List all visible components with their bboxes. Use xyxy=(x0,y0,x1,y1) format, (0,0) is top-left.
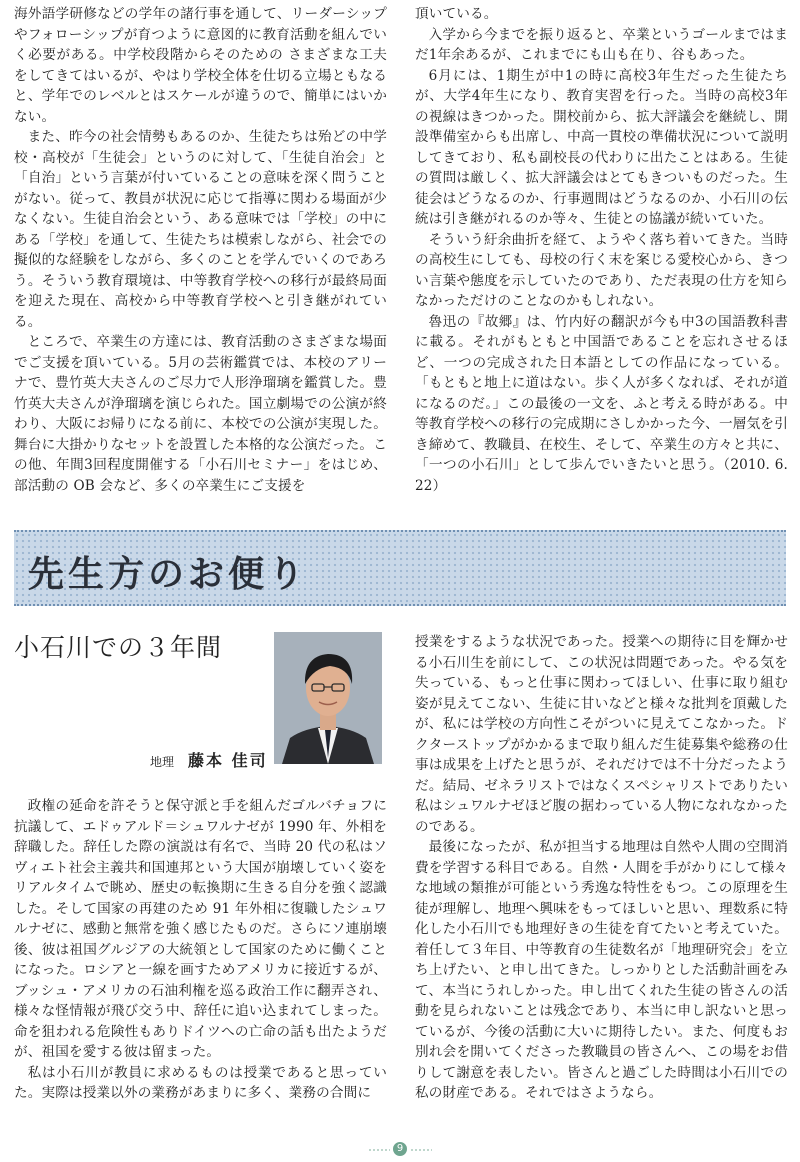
portrait-photo-icon xyxy=(274,632,382,764)
paragraph: 最後になったが、私が担当する地理は自然や人間の空間消費を学習する科目である。自然・人間を手がかりにして様々な地域の類推が可能という秀逸な特性をもつ。この原理を生徒が理解し、地理へ興味をもってほしいと思い、理数系に特化した小石川でも地理好きの生徒を育てたいと考えていた。着任して３年目、中等教育の生徒数名が「地理研究会」を立ち上げたい、と申し出てきた。しっかりとした活動計画をみて、本当にうれしかった。申し出てくれた生徒の皆さんの活動を見られないことは残念であり、本当に申し訳ないと思っているが、今後の活動に大いに期待したい。また、何度もお別れ会を開いてくださった教職員の皆さんへ、この場をお借りして謝意を表したい。皆さんと過ごした時間は小石川での私の財産である。それではさようなら。 xyxy=(415,839,788,1101)
top-left-column xyxy=(14,4,387,509)
page-number: 9 xyxy=(393,1142,407,1156)
paragraph: 海外語学研修などの学年の諸行事を通して、リーダーシップやフォローシップが育つように意図的に教育活動を組んでいく必要がある。中学校段階からそのための さまざまな工夫をしてきてはいるが、やはり学校全体を仕切る立場ともなると、学年でのレベルとはスケールが違うので、簡単にはいかない。 xyxy=(14,6,387,125)
footer-dots-left xyxy=(368,1149,390,1151)
paragraph: 6月には、1期生が中1の時に高校3年生だった生徒たちが、大学4年生になり、教育実習を行った。当時の高校3年の視線はきつかった。開校前から、拡大評議会を継続し、開設準備室からも出席し、中高一貫校の準備状況について説明してきており、私も副校長の代わりに出たことはある。生徒の質問は厳しく、拡大評議会はとてもきついものだった。生徒会はどうなるのか、行事週間はどうなるのか、小石川の伝統は引き継がれるのか等々、生徒との協議が続いていた。 xyxy=(415,67,788,227)
paragraph: 魯迅の『故郷』は、竹内好の翻訳が今も中3の国語教科書に載る。それがもともと中国語であることを忘れさせるほど、一つの完成された日本語としての作品になっている。「もともと地上に道はない。歩く人が多くなれば、それが道になるのだ。」この最後の一文を、ふと考える時がある。中等教育学校への移行の完成期にさしかかった今、一層気を引き締めて、教職員、在校生、そして、卒業生の方々と共に、「一つの小石川」として歩んでいきたいと思う。（2010. 6. 22） xyxy=(415,313,788,494)
paragraph: 頂いている。 xyxy=(415,6,498,22)
paragraph: 授業をするような状況であった。授業への期待に目を輝かせる小石川生を前にして、この状況は問題であった。やる気を失っている、もっと仕事に関わってほしい、仕事に取り組む姿が見えてこない、生徒に甘いなどと様々な批判を頂戴したが、私には学校の方向性こそがついに見えてこなかった。ドクターストップがかかるまで取り組んだ生徒募集や総務の仕事は成果を上げたと思うが、それだけでは不十分だったようだ。結局、ゼネラリストではなくスペシャリストでありたい私はシュワルナゼほど腹の据わっている人物になれなかったのである。 xyxy=(415,634,788,835)
paragraph: ところで、卒業生の方達には、教育活動のさまざまな場面でご支援を頂いている。5月の芸術鑑賞では、本校のアリーナで、豊竹英大夫さんのご尽力で人形浄瑠璃を鑑賞した。豊竹英大夫さんが浄瑠璃を演じられた。国立劇場での公演が終わり、大阪にお帰りになる前に、本校での公演が実現した。舞台に大掛かりなセットを設置した本格的な公演だった。この他、年間3回程度開催する「小石川セミナー」をはじめ、部活動の OB 会など、多くの卒業生にご支援を xyxy=(14,334,387,494)
paragraph: 入学から今までを振り返ると、卒業というゴールまではまだ1年余あるが、これまでにも山も在り、谷もあった。 xyxy=(415,26,788,63)
author-name: 藤本 佳司 xyxy=(188,751,268,770)
portrait-photo xyxy=(274,632,382,764)
footer-dots-right xyxy=(410,1149,432,1151)
top-right-column xyxy=(415,4,788,509)
page-footer xyxy=(368,1142,432,1158)
paragraph: 私は小石川が教員に求めるものは授業であると思っていた。実際は授業以外の業務があまりに多く、業務の合間に xyxy=(14,1064,387,1101)
section-title: 先生方のお便り xyxy=(28,553,309,595)
section-banner xyxy=(14,530,786,606)
author-byline xyxy=(150,748,268,771)
article-right-column xyxy=(415,632,788,1112)
author-subject: 地理 xyxy=(150,755,175,769)
paragraph: また、昨今の社会情勢もあるのか、生徒たちは殆どの中学校・高校が「生徒会」というのに対して、「生徒自治会」と「自治」という言葉が付いていることの意味を深く問うことがない。従って、教員が状況に応じて指導に関わる場面が少なくない。生徒自治会という、ある意味では「学校」の中にある「学校」を通して、生徒たちは模索しながら、社会での擬似的な経験をしながら、多くのことを学んでいくのであろう。そういう教育環境は、中等教育学校への移行が最終局面を迎えた現在、高校から中等教育学校へと引き継がれている。 xyxy=(14,129,387,330)
paragraph: 政権の延命を許そうと保守派と手を組んだゴルバチョフに抗議して、エドゥアルド＝シュワルナゼが 1990 年、外相を辞職した。辞任した際の演説は有名で、当時 20 代の私はソヴィエト社会主義共和国連邦という大国が崩壊していく姿をリアルタイムで眺め、歴史の転換期に生きる自分を強く認識した。そして国家の再建のため 91 年外相に復職したシュワルナゼに、感動と無常を強く感じたものだ。さらにソ連崩壊後、彼は祖国グルジアの大統領として国家のために働くことになった。ロシアと一線を画すためアメリカに接近するが、ブッシュ・アメリカの石油利権を巡る政治工作に翻弄され、様々な怪情報が飛び交う中、辞任に追い込まれてしまった。命を狙われる危険性もありドイツへの亡命の話も出たようだが、祖国を愛する彼は留まった。 xyxy=(14,798,387,1060)
paragraph: そういう紆余曲折を経て、ようやく落ち着いてきた。当時の高校生にしても、母校の行く末を案じる愛校心から、きつい言葉や態度を示していたのであり、ただ表現の仕方を知らなかっただけのことなのかもしれない。 xyxy=(415,231,788,309)
article-title: 小石川での３年間 xyxy=(14,633,223,662)
article-left-column xyxy=(14,796,387,1112)
